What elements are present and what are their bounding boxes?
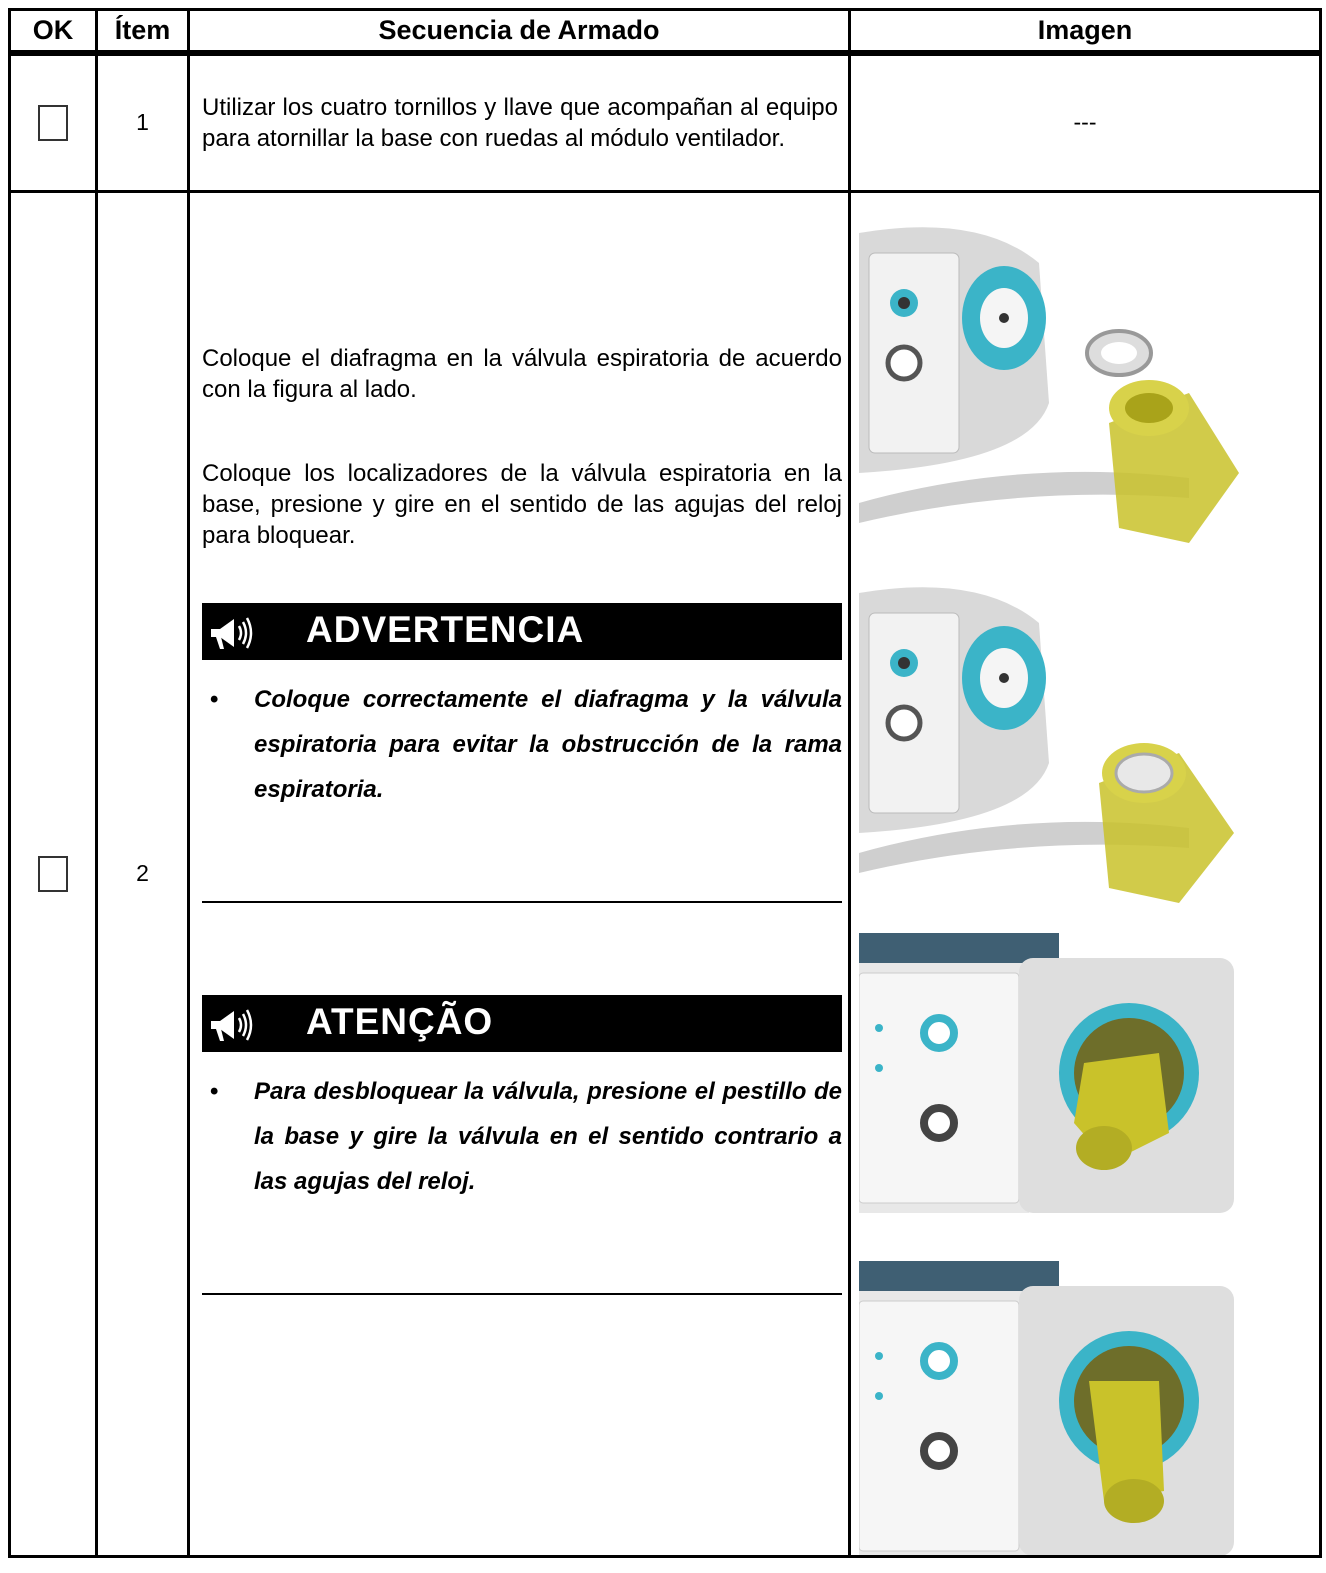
image-placeholder-1: --- (850, 53, 1321, 191)
header-image: Imagen (850, 10, 1321, 54)
warning-title: ATENÇÃO (306, 1000, 494, 1042)
warning-title: ADVERTENCIA (306, 608, 585, 650)
valve-exploded-image (859, 223, 1251, 543)
header-ok: OK (10, 10, 97, 54)
assembly-table (8, 8, 1322, 1558)
divider-line (202, 901, 842, 903)
divider-line (202, 1293, 842, 1295)
table-header-row (10, 10, 1321, 54)
table-row-1 (10, 53, 1321, 191)
step-paragraph-1: Coloque el diafragma en la válvula espiratoria de acuerdo con la figura al lado. (202, 344, 842, 403)
warning-text: Coloque correctamente el diafragma y la válvula espiratoria para evitar la obstrucción de la rama espiratoria. (254, 685, 842, 803)
ok-checkbox-1[interactable] (38, 105, 68, 141)
step-paragraph-2: Coloque los localizadores de la válvula espiratoria en la base, presione y gire en el sentido de las agujas del reloj para bloquear. (202, 459, 842, 549)
ok-cell-1 (10, 53, 97, 191)
valve-mounted-image-1 (859, 933, 1251, 1223)
ok-checkbox-2[interactable] (38, 856, 68, 892)
table-row-2 (10, 191, 1321, 1556)
item-number-1: 1 (97, 53, 189, 191)
megaphone-icon (208, 1005, 254, 1045)
bullet-icon: • (210, 685, 219, 713)
megaphone-icon (208, 613, 254, 653)
warning-text: Para desbloquear la válvula, presione el pestillo de la base y gire la válvula en el sentido contrario a las agujas del reloj. (254, 1077, 842, 1195)
step-text-1: Utilizar los cuatro tornillos y llave que acompañan al equipo para atornillar la base con ruedas al módulo ventilador. (189, 53, 850, 191)
header-item: Ítem (97, 10, 189, 54)
warning-banner-advertencia (202, 603, 842, 660)
ok-cell-2 (10, 191, 97, 1556)
warning-banner-atencao (202, 995, 842, 1052)
bullet-icon: • (210, 1077, 219, 1105)
image-cell-2 (850, 191, 1321, 1556)
warning-bullet-2 (202, 1069, 842, 1204)
valve-mounted-image-2 (859, 1261, 1251, 1557)
warning-bullet-1 (202, 677, 842, 812)
step-text-cell-2 (189, 191, 850, 1556)
valve-assembled-image (859, 583, 1251, 903)
header-sequence: Secuencia de Armado (189, 10, 850, 54)
item-number-2: 2 (97, 191, 189, 1556)
